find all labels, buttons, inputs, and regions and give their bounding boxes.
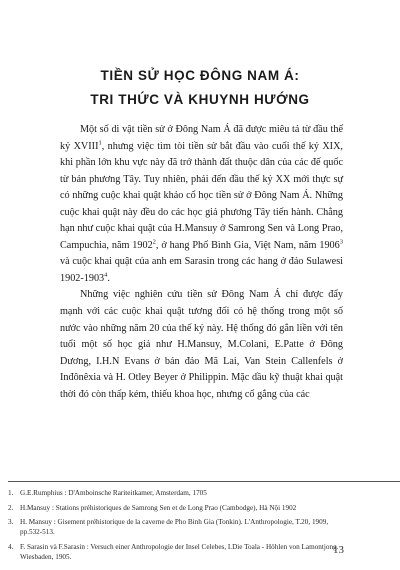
footnote-ref-1: 1	[98, 139, 102, 147]
paragraph-1	[60, 122, 343, 287]
footnote-1	[8, 488, 343, 498]
footnote-text: F. Sarasin và F.Sarasin : Versuch einer Anthropologie der Insel Celebes, I.Die Toala - Höhlen von Lamontjong. Wiesbaden, 1905.	[20, 542, 339, 561]
footnotes	[8, 488, 343, 566]
footnote-number: 1.	[8, 489, 14, 497]
footnote-4	[8, 542, 343, 562]
footnote-number: 2.	[8, 503, 14, 512]
chapter-title-line-1: TIỀN SỬ HỌC ĐÔNG NAM Á:	[100, 68, 300, 83]
footnote-text: H.Mansuy : Stations préhistoriques de Samrong Sen et de Long Prao (Cambodge), Hà Nội 1902	[20, 503, 297, 512]
p1-text-a: Một số di vật tiền sử ở Đông Nam Á đã được miêu tả từ đầu thế kỷ XVIII	[60, 124, 343, 152]
footnote-text: G.E.Rumphius : D'Amboinsche Rariteitkamer, Amsterdam, 1705	[20, 489, 207, 497]
footnote-divider	[8, 481, 400, 482]
footnote-ref-3: 3	[339, 238, 343, 246]
footnote-number: 4.	[8, 542, 14, 551]
footnote-text: H. Mansuy : Gisement préhistorique de la caverne de Pho Binh Gia (Tonkin). L'Anthropologie, T.20, 1909, pp.532-513.	[20, 518, 329, 536]
page-number: 13	[333, 544, 344, 556]
footnote-number: 3.	[8, 518, 14, 526]
body-text	[60, 122, 343, 403]
footnote-ref-2: 2	[152, 238, 156, 246]
p1-text-e: .	[107, 272, 110, 284]
footnote-3	[8, 517, 343, 537]
p1-text-c: , ở hang Phố Bình Gia, Việt Nam, năm 1906	[155, 239, 340, 251]
paragraph-2: Những việc nghiên cứu tiền sử Đông Nam Á chỉ được đẩy mạnh với các cuộc khai quật tương đối có hệ thống trong một số nước vào những năm 20 của thế kỷ này. Hệ thống đó gắn liền với tên tuổi một số học giả như H.Mansuy, M.Colani, E.Patte ở Đông Dương, I.H.N Evans ở bán đảo Mã Lai, Van Stein Callenfels ở Inđônêxia và H. Otley Beyer ở Philippin. Mặc dầu kỹ thuật khai quật thời đó còn thấp kém, thiếu khoa học, nhưng cố gắng của các	[60, 289, 343, 400]
p1-text-d: và cuộc khai quật của anh em Sarasin trong các hang ở đảo Sulawesi 1902-1903	[60, 256, 343, 284]
chapter-title-line-2: TRI THỨC VÀ KHUYNH HƯỚNG	[90, 92, 310, 107]
p1-text-b: , nhưng việc tìm tòi tiền sử bắt đầu vào cuối thế kỷ XIX, khi phần lớn khu vực này đã trở thành đất thuộc dân của các đế quốc từ bản phương Tây. Tuy nhiên, phải đến đầu thế kỷ XX mới thực sự có những cuộc khai quật khảo cổ học tiền sử ở Đông Nam Á. Những cuộc khai quật này đều do các học giả phương Tây tiến hành. Chẳng hạn như cuộc khai quật của H.Mansuy ở Samrong Sen và Long Prao, Campuchia, năm 1902	[60, 140, 343, 251]
footnote-2	[8, 503, 343, 513]
footnote-ref-4: 4	[104, 271, 108, 279]
